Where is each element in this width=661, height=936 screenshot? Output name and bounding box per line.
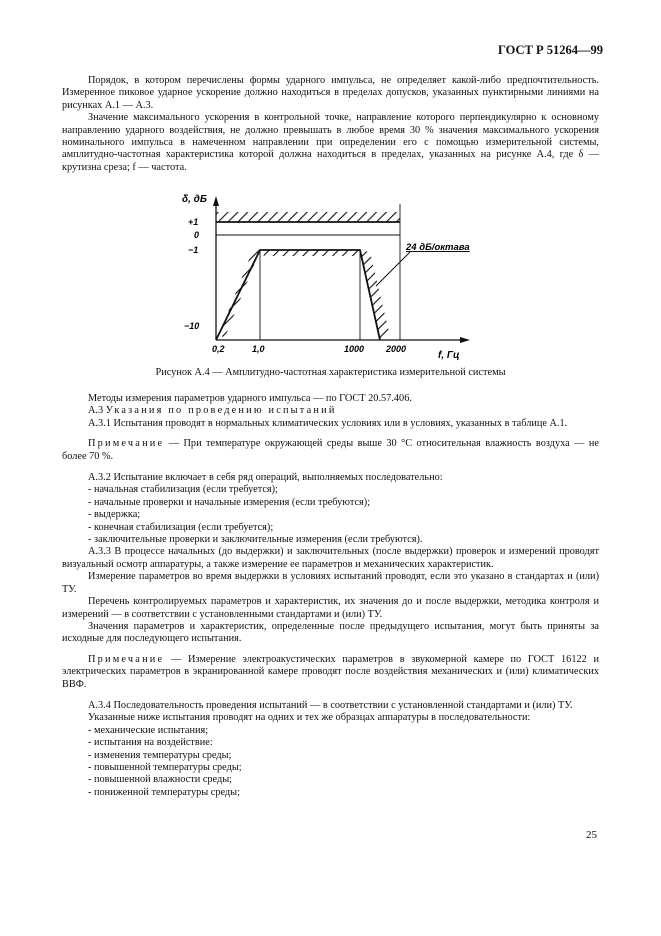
document-header: ГОСТ Р 51264—99 — [497, 43, 603, 57]
lower-right-hatch — [360, 250, 390, 340]
lower-left-hatch — [220, 250, 260, 340]
methods-line: Методы измерения параметров ударного импульса — по ГОСТ 20.57.406. — [88, 393, 412, 404]
list-item: - конечная стабилизация (если требуется); — [88, 521, 274, 533]
upper-limit-hatch — [216, 212, 400, 222]
x-axis-arrow-icon — [460, 337, 470, 343]
x-tick-1-0: 1,0 — [252, 344, 265, 354]
paragraph-a34: А.3.4 Последовательность проведения испытаний — в соответствии с установленной стандартами и (или) ТУ. — [88, 699, 573, 711]
paragraph-a31: А.3.1 Испытания проводят в нормальных климатических условиях или в условиях, указанных в таблице А.1. — [88, 417, 568, 429]
section-a3-title: Указания по проведению испытаний — [105, 405, 337, 417]
note-electroacoustic — [62, 654, 599, 691]
paragraph-a33-values: Значения параметров и характеристик, определенные после предыдущего испытания, могут быть приняты за исходные для последующего испытания. — [62, 620, 599, 645]
figure-caption: Рисунок А.4 — Амплитудно-частотная характеристика измерительной системы — [155, 367, 506, 378]
y-axis-arrow-icon — [213, 196, 219, 206]
x-tick-2000: 2000 — [386, 344, 407, 354]
intro-text — [62, 75, 599, 174]
list-item: - заключительные проверки и заключительные измерения (если требуются). — [88, 534, 423, 546]
note-label: Примечание — [88, 653, 165, 665]
paragraph-max-acceleration: Значение максимального ускорения в контрольной точке, направление которого перпендикулярно к основному направлению ударного воздействия, не должно превышать в любое время 30 % значения максимального ускорения номинального импульса в намеченном направлении при определении его с помощью измерительной системы, амплитудно-частотная характеристика которой должна находиться в пределах, указанных на рисунке А.4, где δ — крутизна среза; f — частота. — [62, 112, 599, 173]
y-tick-0: 0 — [194, 230, 200, 240]
list-item: - механические испытания; — [88, 724, 209, 736]
chart-svg — [180, 190, 480, 360]
note-humidity — [62, 438, 599, 463]
list-item: - начальные проверки и начальные измерения (если требуются); — [88, 496, 371, 508]
list-item: - повышенной температуры среды; — [88, 761, 242, 773]
paragraph-a34-sequence: Указанные ниже испытания проводят на одних и тех же образцах аппаратуры в последовательности: — [88, 712, 531, 724]
paragraph-a33-list: Перечень контролируемых параметров и характеристик, их значения до и после выдержки, методика контроля и измерений — в соответствии с установленными стандартами и (или) ТУ. — [62, 596, 599, 620]
main-text — [62, 393, 599, 799]
frequency-response-chart — [180, 190, 480, 360]
annotation-leader — [376, 252, 410, 286]
note-text: — Измерение электроакустических параметров в звукомерной камере по ГОСТ 16122 и электрических параметров в экранированной камере проводят после воздействия механических и (или) климатических ВВФ. — [62, 653, 600, 690]
x-tick-1000: 1000 — [344, 344, 365, 354]
note-text: — При температуре окружающей среды выше 30 °С относительная влажность воздуха — не более 70 %. — [62, 438, 600, 462]
section-a3-number: А.3 — [88, 405, 104, 417]
paragraph-impulse-order: Порядок, в котором перечислены формы ударного импульса, не определяет какой-либо предпочтительность. Измеренное пиковое ударное ускорение должно находиться в пределах допусков, указанных пунктирными линиями на рисунках А.1 — А.3. — [62, 75, 599, 111]
list-item: - пониженной температуры среды; — [88, 786, 240, 798]
x-tick-0-2: 0,2 — [212, 344, 225, 354]
y-tick-minus10: −10 — [184, 321, 200, 331]
slope-annotation: 24 дБ/октава — [406, 242, 470, 253]
lower-middle-hatch — [260, 250, 360, 256]
paragraph-a32: А.3.2 Испытание включает в себя ряд операций, выполняемых последовательно: — [88, 472, 443, 484]
list-item: - выдержка; — [88, 509, 141, 521]
paragraph-a33-measure: Измерение параметров во время выдержки в условиях испытаний проводят, если это указано в стандартах и (или) ТУ. — [62, 571, 599, 595]
y-axis-label: δ, дБ — [182, 194, 207, 205]
y-tick-plus1: +1 — [188, 217, 199, 227]
list-item: - повышенной влажности среды; — [88, 774, 232, 786]
page-number: 25 — [586, 829, 597, 841]
y-tick-minus1: −1 — [188, 245, 199, 255]
section-a3-heading — [62, 405, 599, 417]
note-label: Примечание — [88, 438, 165, 450]
list-item: - изменения температуры среды; — [88, 749, 232, 761]
x-axis-label: f, Гц — [438, 350, 460, 360]
list-item: - начальная стабилизация (если требуется); — [88, 484, 278, 496]
paragraph-a33: А.3.3 В процессе начальных (до выдержки) и заключительных (после выдержки) проверок и измерений проводят визуальный осмотр аппаратуры, а также измерение ее параметров и механических характеристик. — [62, 546, 599, 570]
list-item: - испытания на воздействие: — [88, 737, 213, 749]
